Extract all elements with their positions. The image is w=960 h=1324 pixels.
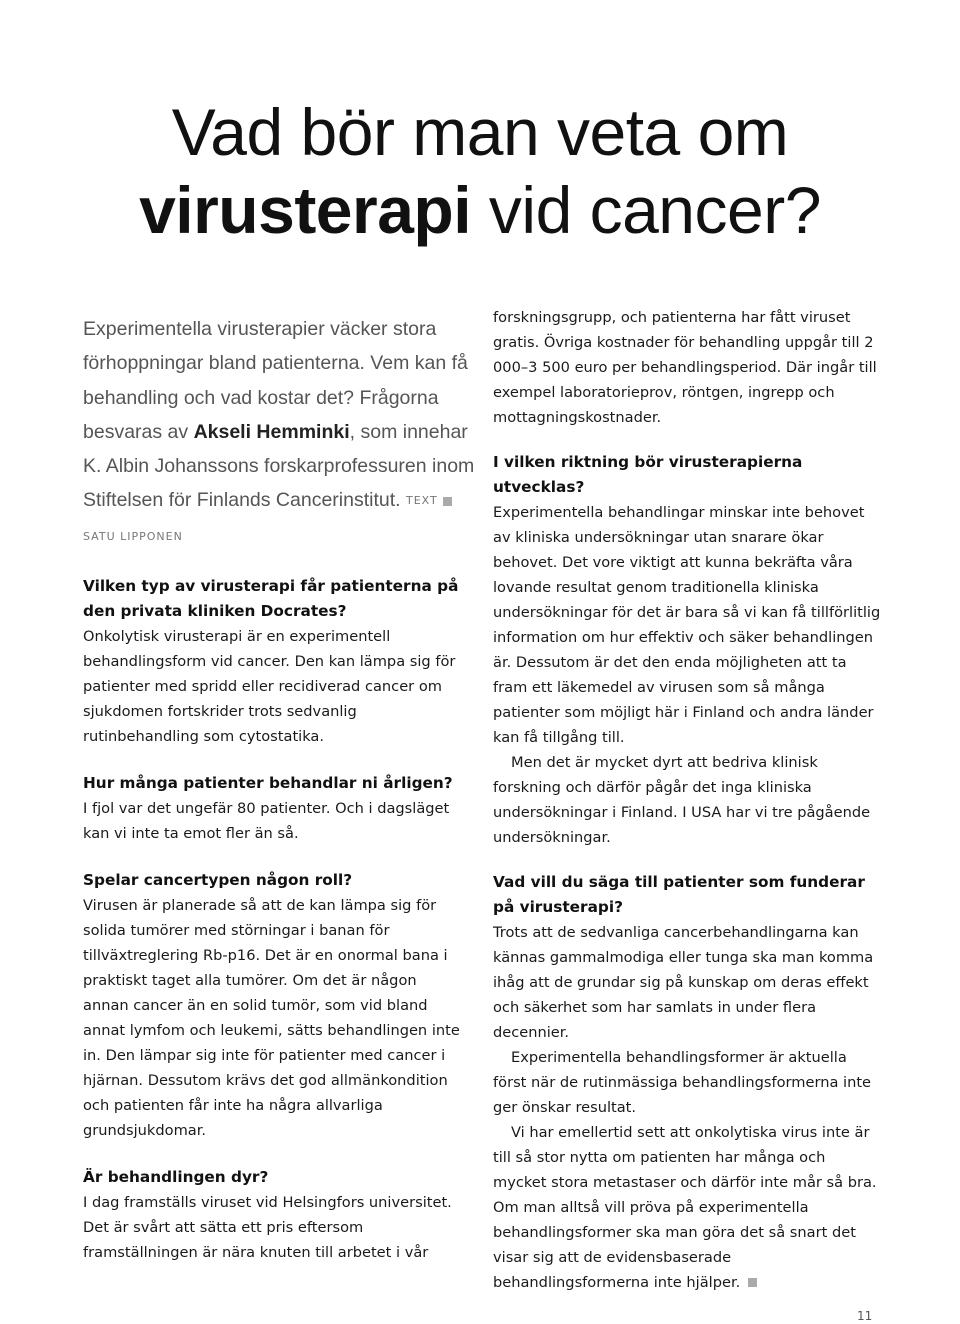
answer-6-paragraph-3 xyxy=(493,1120,883,1295)
credit-label: TEXT xyxy=(405,494,438,508)
answer-6-paragraph-3-text: Vi har emellertid sett att onkolytiska virus inte är till så stor nytta om patienten har många och mycket stora metastaser och därför inte mår så bra. Om man alltså vill pröva på experimentella behandlingsformer ska man göra det så snart det visar sig att de evidensbaserade behandlingsformerna inte hjälper. xyxy=(493,1124,877,1291)
page-number: 11 xyxy=(857,1309,873,1323)
question-6: Vad vill du säga till patienter som funderar på virusterapi? xyxy=(493,873,865,916)
answer-5-paragraph-2: Men det är mycket dyrt att bedriva klinisk forskning och därför pågår det inga kliniska undersökningar i Finland. I USA har vi tre pågående undersökningar. xyxy=(493,754,871,846)
answer-3: Virusen är planerade så att de kan lämpa sig för solida tumörer med störningar i banan för tillväxtreglering Rb-p16. Det är en onormal bana i praktiskt taget alla tumörer. Om det är någon annan cancer än en solid tumör, som vid bland annat lymfom och leukemi, sätts behandlingen inte in. Den lämpar sig inte för patienter med cancer i hjärnan. Dessutom krävs det god allmänkondition och patienten får inte ha några allvarliga grundsjukdomar. xyxy=(83,897,460,1139)
answer-4-continued: forskningsgrupp, och patienterna har fått viruset gratis. Övriga kostnader för behandling uppgår till 2 000–3 500 euro per behandlingsperiod. Där ingår till exempel laboratorieprov, röntgen, ingrepp och mottagningskostnader. xyxy=(493,309,877,426)
credit-author: SATU LIPPONEN xyxy=(83,529,183,543)
article-title-line-1: Vad bör man veta om xyxy=(171,95,789,169)
question-1: Vilken typ av virusterapi får patienterna på den privata kliniken Docrates? xyxy=(83,577,459,620)
lead-text-2: , som innehar K. Albin Johanssons forskarprofessuren inom Stiftelsen för Finlands Cancerinstitut. xyxy=(83,420,475,512)
question-4: Är behandlingen dyr? xyxy=(83,1168,269,1186)
right-column xyxy=(493,305,883,1295)
answer-5-paragraph-1: Experimentella behandlingar minskar inte behovet av kliniska undersökningar utan snarare ökar behovet. Det vore viktigt att kunna bekräfta våra lovande resultat genom traditionella kliniska undersökningar för det är bara så vi kan få tillförlitlig information om hur effektiv och säker behandlingen är. Dessutom är det den enda möjligheten att ta fram ett läkemedel av virusen som så många patienter som möjligt här i Finland och andra länder kan få tillgång till. xyxy=(493,504,881,746)
answer-4: I dag framställs viruset vid Helsingfors universitet. Det är svårt att sätta ett pris eftersom framställningen är nära knuten till arbetet i vår xyxy=(83,1194,452,1261)
separator-square-icon xyxy=(443,497,452,506)
question-5: I vilken riktning bör virusterapierna utvecklas? xyxy=(493,453,803,496)
answer-6-paragraph-2: Experimentella behandlingsformer är aktuella först när de rutinmässiga behandlingsformerna inte ger önskar resultat. xyxy=(493,1049,872,1116)
title-bold-word: virusterapi xyxy=(139,173,472,247)
left-column xyxy=(83,574,461,1265)
end-mark-square-icon xyxy=(748,1278,757,1287)
question-2: Hur många patienter behandlar ni årligen? xyxy=(83,774,453,792)
article-title-line-2 xyxy=(0,172,960,248)
lead-paragraph xyxy=(83,312,483,554)
question-3: Spelar cancertypen någon roll? xyxy=(83,871,353,889)
title-rest: vid cancer? xyxy=(471,173,821,247)
lead-text-1: Experimentella virusterapier väcker stora förhoppningar bland patienterna. Vem kan få behandling och vad kostar det? Frågorna besvaras av xyxy=(83,318,468,443)
interviewee-name: Akseli Hemminki xyxy=(193,420,350,443)
answer-1: Onkolytisk virusterapi är en experimentell behandlingsform vid cancer. Den kan lämpa sig för patienter med spridd eller recidiverad cancer om sjukdomen fortskrider trots sedvanlig rutinbehandling som cytostatika. xyxy=(83,628,456,745)
answer-2: I fjol var det ungefär 80 patienter. Och i dagsläget kan vi inte ta emot fler än så. xyxy=(83,800,450,842)
answer-6-paragraph-1: Trots att de sedvanliga cancerbehandlingarna kan kännas gammalmodiga eller tunga ska man komma ihåg att de grundar sig på kunskap om deras effekt och säkerhet som har samlats in under flera decennier. xyxy=(493,924,874,1041)
